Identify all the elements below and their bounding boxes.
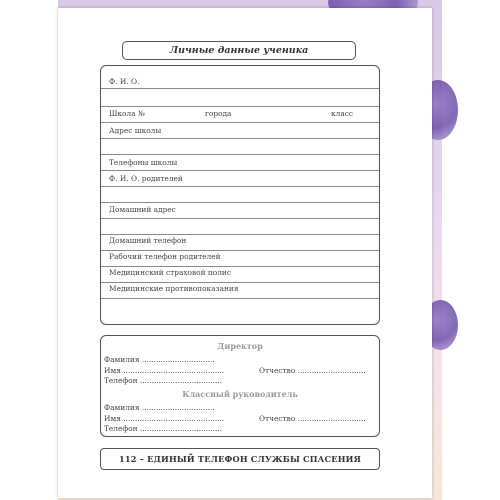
director-phone: Телефон ................................... xyxy=(104,376,223,385)
form-line xyxy=(101,122,379,123)
teacher-name: Имя ........................................... xyxy=(104,414,225,423)
form-line xyxy=(101,88,379,89)
insurance-policy-label: Медицинский страховой полис xyxy=(109,268,231,277)
form-line xyxy=(101,106,379,107)
teacher-phone: Телефон ................................... xyxy=(104,424,223,433)
parents-work-phone-label: Рабочий телефон родителей xyxy=(109,252,221,261)
teacher-patronymic: Отчество ............................. xyxy=(259,414,366,423)
home-address-label: Домашний адрес xyxy=(109,205,176,214)
grade-label: класс xyxy=(331,109,353,118)
form-line xyxy=(101,282,379,283)
parents-fio-label: Ф. И. О. родителей xyxy=(109,174,183,183)
home-phone-label: Домашний телефон xyxy=(109,236,187,245)
fio-label: Ф. И. О. xyxy=(109,77,140,86)
city-label: города xyxy=(205,109,232,118)
emergency-text: 112 – ЕДИНЫЙ ТЕЛЕФОН СЛУЖБЫ СПАСЕНИЯ xyxy=(119,454,361,464)
school-phones-label: Телефоны школы xyxy=(109,158,178,167)
page-title-text: Личные данные ученика xyxy=(169,45,309,56)
teacher-surname: Фамилия ............................... xyxy=(104,403,215,412)
page-title xyxy=(122,41,356,60)
personal-data-form xyxy=(100,65,380,325)
form-line xyxy=(101,170,379,171)
form-line xyxy=(101,186,379,187)
diary-page xyxy=(58,8,432,498)
form-line xyxy=(101,266,379,267)
form-line xyxy=(101,298,379,299)
school-number-label: Школа № xyxy=(109,109,145,118)
contacts-box xyxy=(100,335,380,437)
director-name: Имя ........................................... xyxy=(104,366,225,375)
form-line xyxy=(101,234,379,235)
form-line xyxy=(101,202,379,203)
director-surname: Фамилия ............................... xyxy=(104,355,215,364)
form-line xyxy=(101,218,379,219)
form-line xyxy=(101,154,379,155)
contraindications-label: Медицинские противопоказания xyxy=(109,284,239,293)
director-patronymic: Отчество ............................. xyxy=(259,366,366,375)
school-address-label: Адрес школы xyxy=(109,126,162,135)
form-line xyxy=(101,250,379,251)
form-line xyxy=(101,138,379,139)
class-teacher-heading: Классный руководитель xyxy=(182,389,298,399)
emergency-banner xyxy=(100,448,380,470)
director-heading: Директор xyxy=(217,341,263,351)
